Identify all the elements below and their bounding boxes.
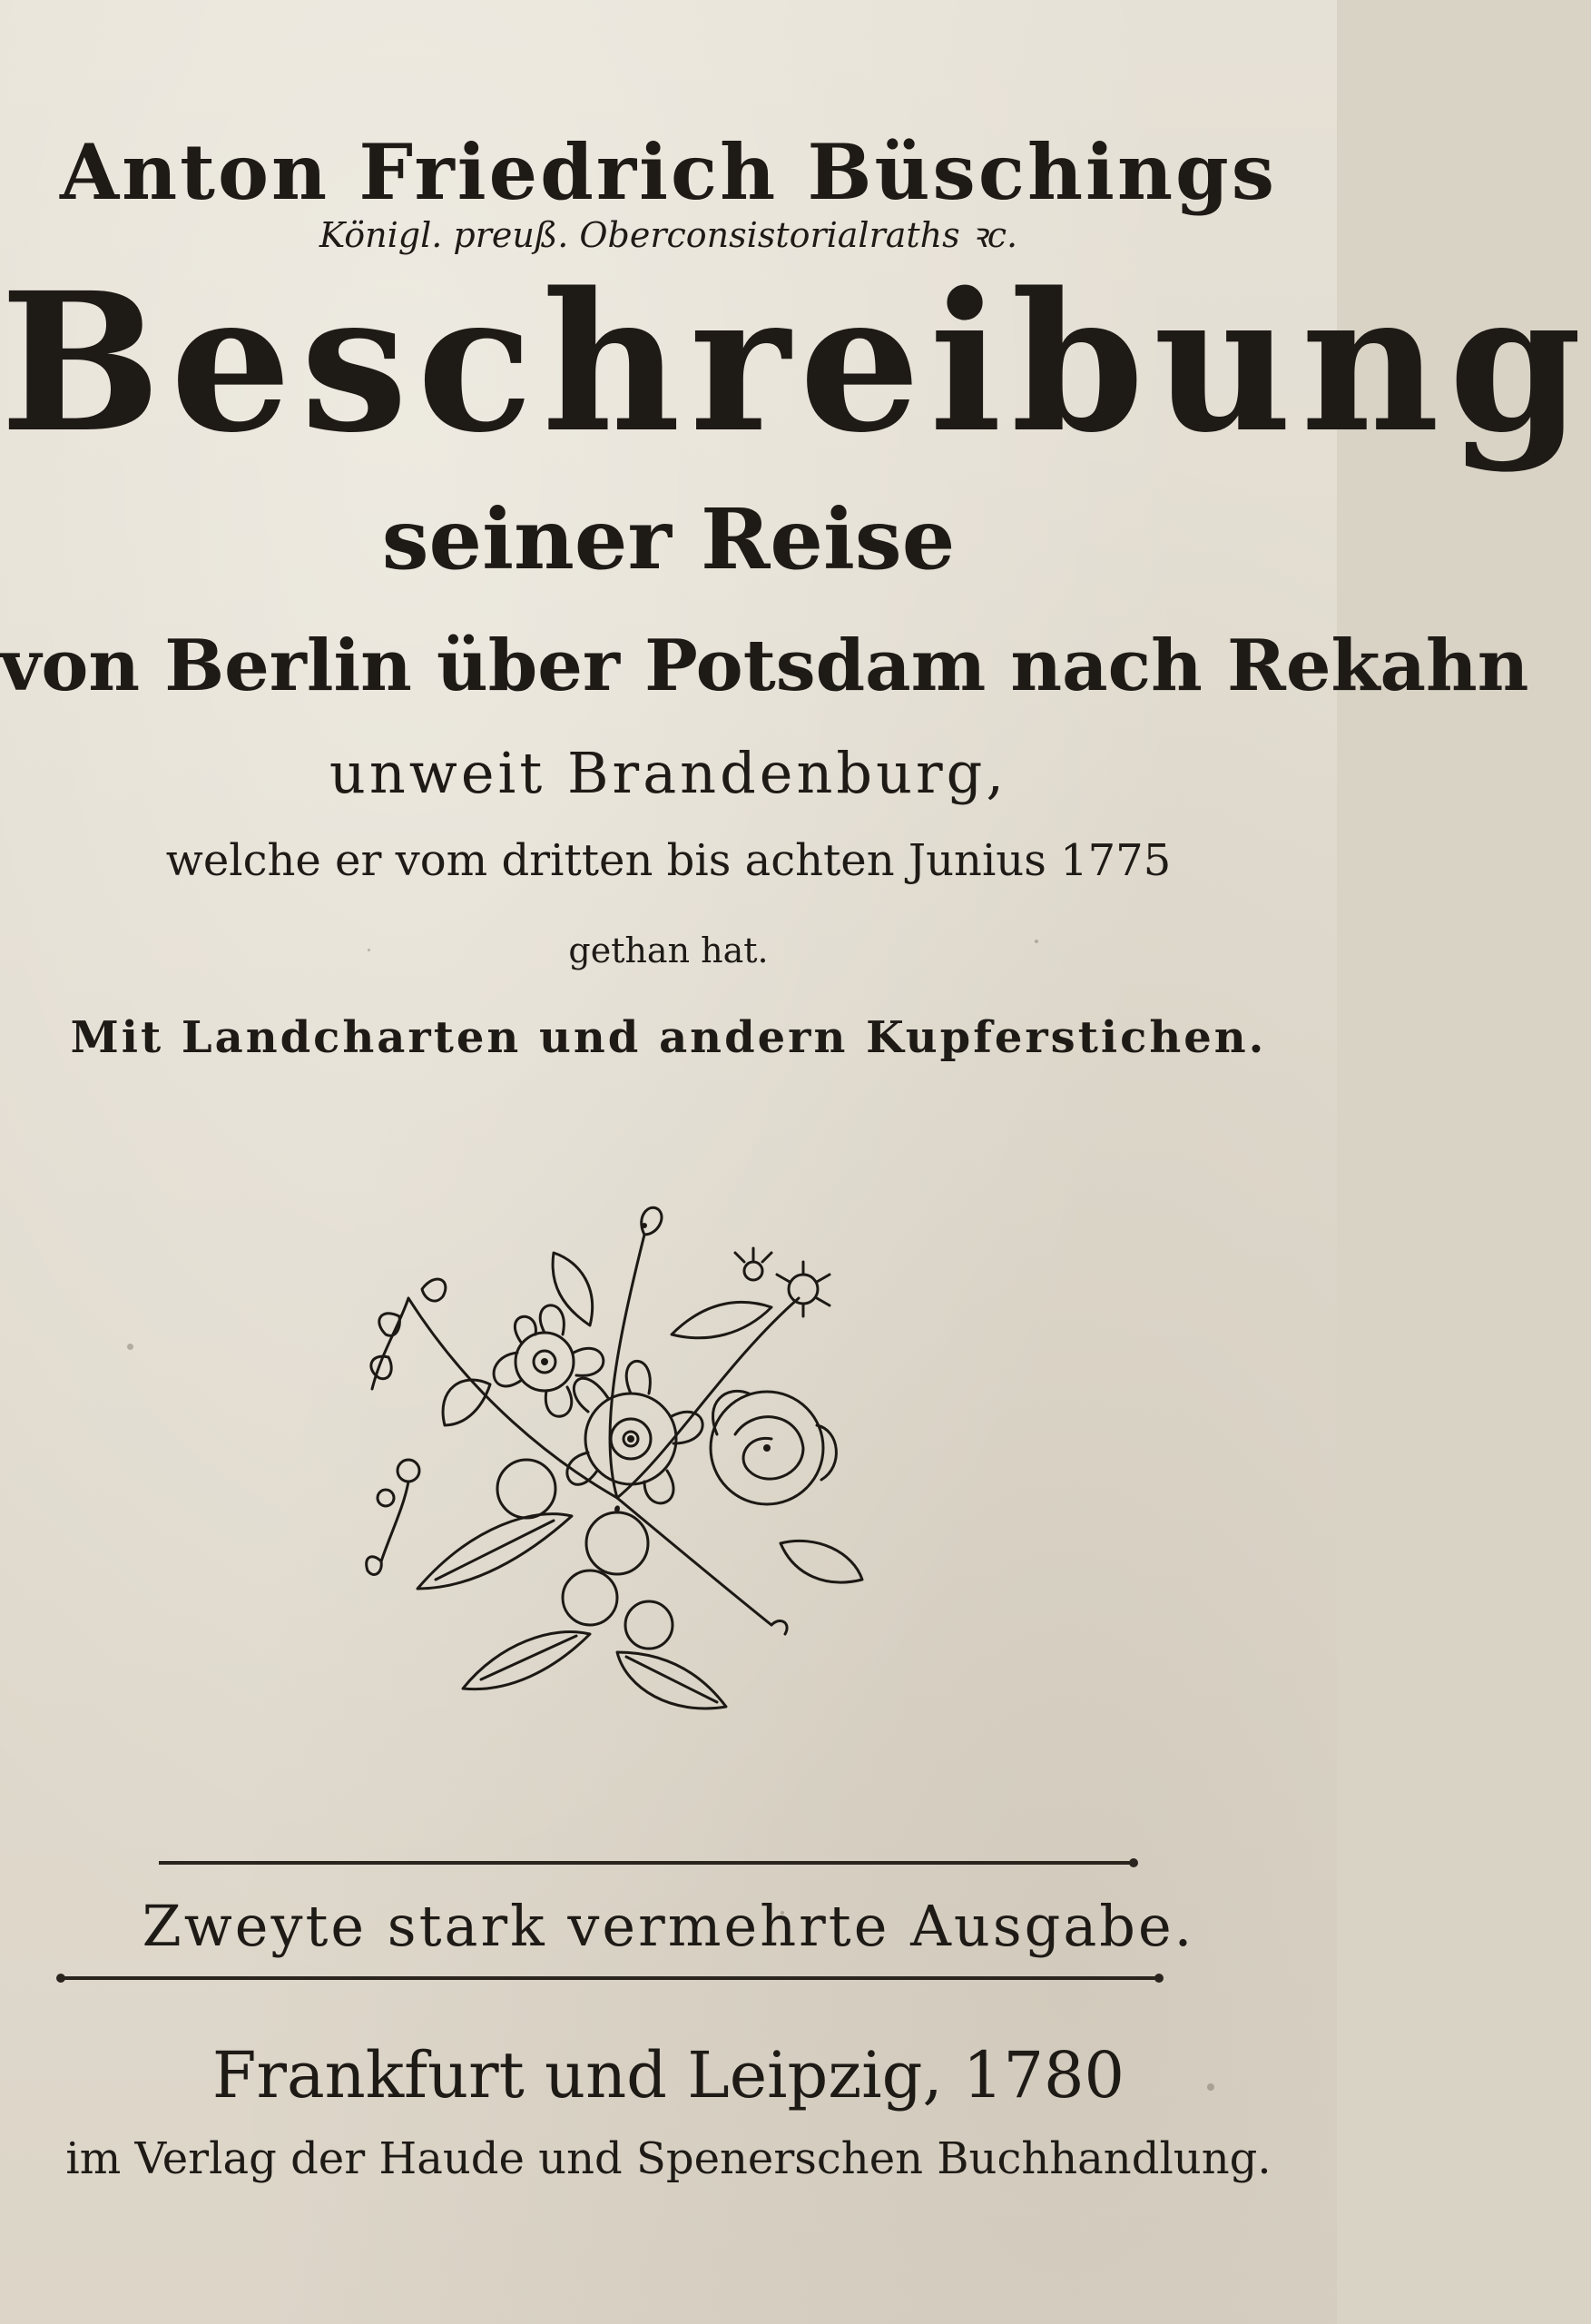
rule-end-dot (56, 1974, 65, 1983)
subtitle-line: unweit Brandenburg, (329, 740, 1008, 806)
floral-vignette-icon (345, 1198, 889, 1716)
rule-top (159, 1861, 1134, 1865)
imprint-place-year: Frankfurt und Leipzig, 1780 (211, 2038, 1125, 2112)
main-title: Beschreibung (0, 251, 1591, 475)
author-title: Königl. preuß. Oberconsistorialraths ꝛc. (319, 215, 1018, 255)
subtitle-line: von Berlin über Potsdam nach Rekahn (0, 625, 1529, 707)
rule-end-dot (1154, 1974, 1164, 1983)
subtitle-line: welche er vom dritten bis achten Junius 1775 (165, 835, 1172, 886)
subtitle-line: seiner Reise (381, 490, 956, 588)
subtitle-line: gethan hat. (568, 931, 769, 970)
rule-end-dot (1129, 1858, 1138, 1867)
subtitle-line: Mit Landcharten und andern Kupferstichen. (70, 1012, 1267, 1063)
paper-speck (127, 1344, 133, 1350)
author-name: Anton Friedrich Büschings (59, 127, 1278, 217)
edition-statement: Zweyte stark vermehrte Ausgabe. (142, 1893, 1195, 1959)
imprint-publisher: im Verlag der Haude und Spenerschen Buchhandlung. (65, 2133, 1272, 2184)
rule-bottom (62, 1976, 1160, 1980)
